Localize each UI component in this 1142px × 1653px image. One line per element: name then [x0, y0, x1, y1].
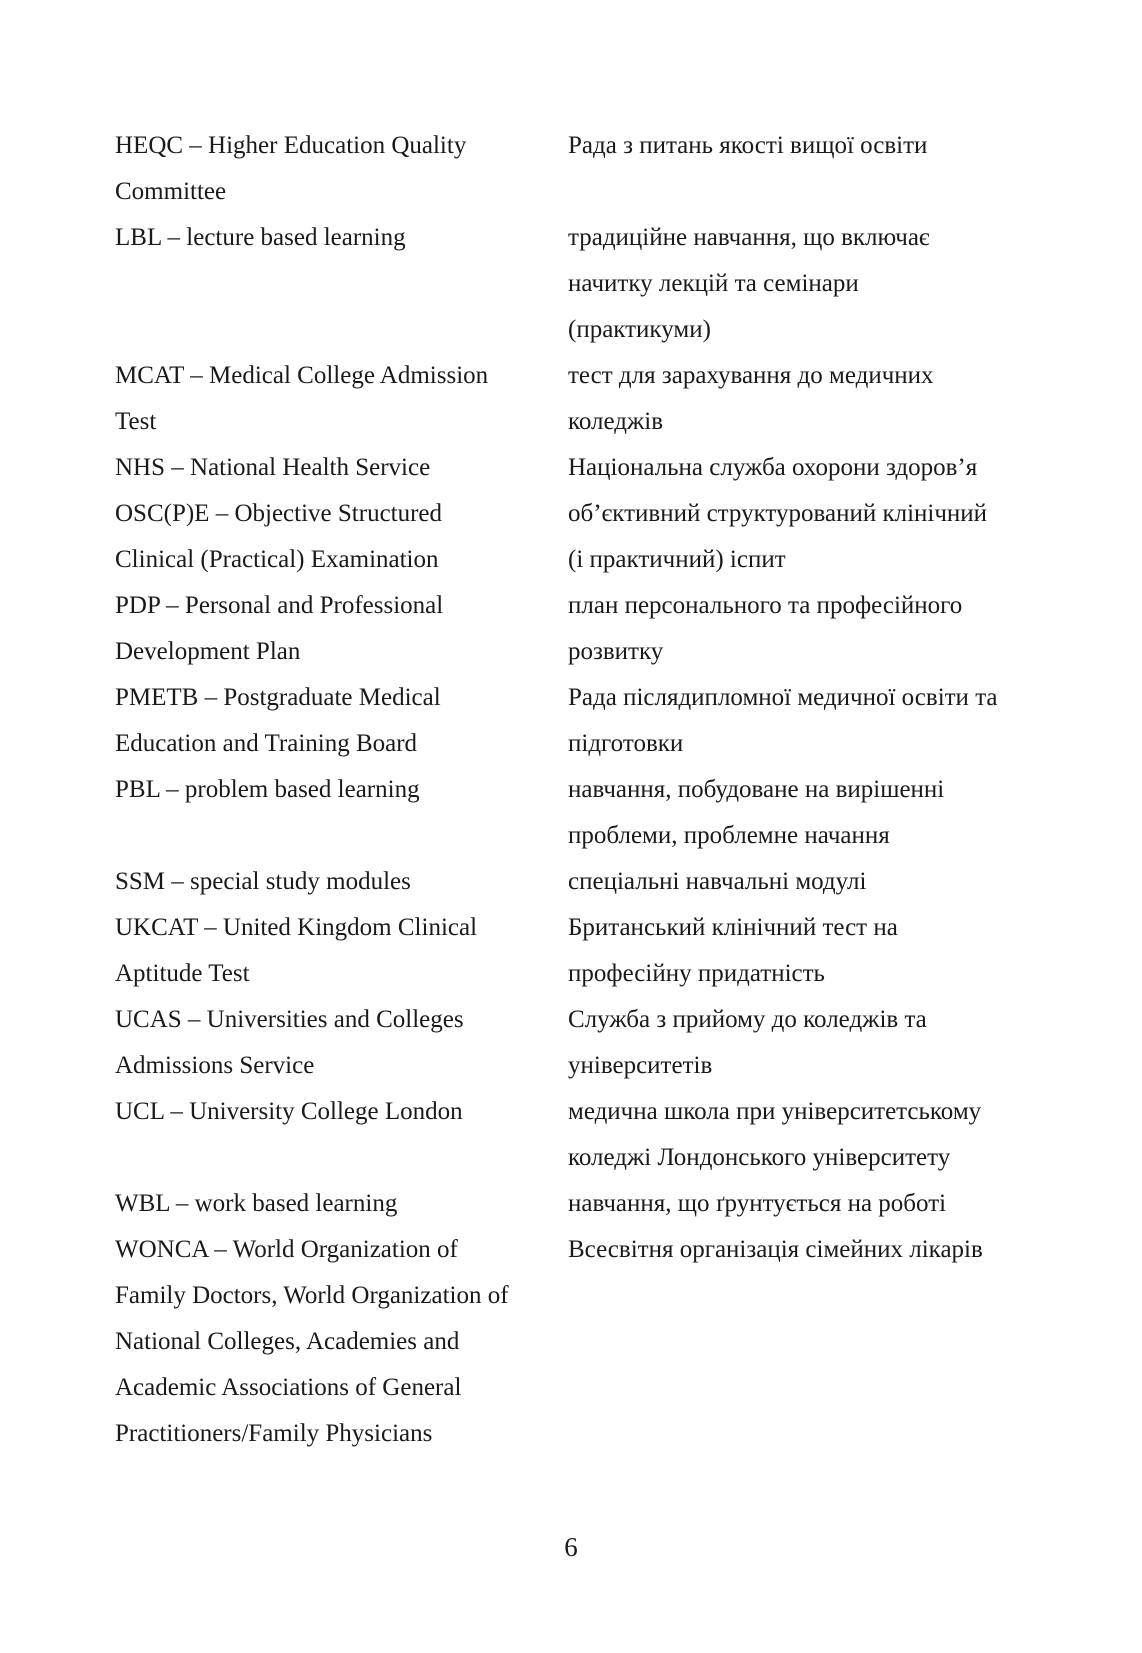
ukrainian-translation: спеціальні навчальні модулі — [568, 868, 867, 895]
abbreviation-term: NHS – National Health Service — [115, 454, 431, 481]
ukrainian-translation: Рада післядипломної медичної освіти та підготовки — [568, 684, 998, 757]
ukrainian-translation: Національна служба охорони здоров’я — [568, 454, 978, 481]
glossary-entry-oscpe — [115, 491, 1055, 583]
glossary-entry-nhs — [115, 445, 1055, 491]
ukrainian-translation: об’єктивний структурований клінічний (і практичний) іспит — [568, 500, 988, 573]
glossary-entry-pbl — [115, 767, 1055, 859]
page-number: 6 — [564, 1532, 578, 1562]
abbreviation-term: HEQC – Higher Education Quality Committee — [115, 132, 467, 205]
ukrainian-translation: навчання, побудоване на вирішенні проблеми, проблемне начання — [568, 776, 945, 849]
abbreviation-term: UCL – University College London — [115, 1098, 463, 1125]
glossary-entry-heqc — [115, 123, 1055, 215]
abbreviation-term: UCAS – Universities and Colleges Admissions Service — [115, 1006, 464, 1079]
ukrainian-translation: традиційне навчання, що включає начитку лекцій та семінари (практикуми) — [568, 224, 930, 343]
abbreviation-term: WBL – work based learning — [115, 1190, 398, 1217]
glossary-entry-ucl — [115, 1089, 1055, 1181]
ukrainian-translation: Всесвітня організація сімейних лікарів — [568, 1236, 983, 1263]
ukrainian-translation: план персонального та професійного розвитку — [568, 592, 963, 665]
abbreviation-term: MCAT – Medical College Admission Test — [115, 362, 489, 435]
ukrainian-translation: Рада з питань якості вищої освіти — [568, 132, 928, 159]
ukrainian-translation: тест для зарахування до медичних коледжів — [568, 362, 934, 435]
abbreviation-term: WONCA – World Organization of Family Doctors, World Organization of National Colleges, Academies and Academic Associations of General Practitioners/Family Physicians — [115, 1236, 509, 1447]
glossary-entry-ssm — [115, 859, 1055, 905]
abbreviation-glossary — [115, 123, 1055, 1457]
abbreviation-term: PDP – Personal and Professional Development Plan — [115, 592, 444, 665]
abbreviation-term: LBL – lecture based learning — [115, 224, 406, 251]
abbreviation-term: OSC(P)E – Objective Structured Clinical (Practical) Examination — [115, 500, 443, 573]
glossary-entry-wbl — [115, 1181, 1055, 1227]
glossary-entry-mcat — [115, 353, 1055, 445]
glossary-entry-lbl — [115, 215, 1055, 353]
glossary-entry-ucas — [115, 997, 1055, 1089]
ukrainian-translation: Служба з прийому до коледжів та університетів — [568, 1006, 927, 1079]
abbreviation-term: UKCAT – United Kingdom Clinical Aptitude Test — [115, 914, 478, 987]
ukrainian-translation: медична школа при університетському коледжі Лондонського університету — [568, 1098, 982, 1171]
glossary-entry-pdp — [115, 583, 1055, 675]
abbreviation-term: SSM – special study modules — [115, 868, 411, 895]
abbreviation-term: PBL – problem based learning — [115, 776, 420, 803]
glossary-entry-pmetb — [115, 675, 1055, 767]
abbreviation-term: PMETB – Postgraduate Medical Education and Training Board — [115, 684, 441, 757]
ukrainian-translation: Британський клінічний тест на професійну придатність — [568, 914, 898, 987]
ukrainian-translation: навчання, що ґрунтується на роботі — [568, 1190, 947, 1217]
glossary-entry-ukcat — [115, 905, 1055, 997]
glossary-entry-wonca — [115, 1227, 1055, 1457]
